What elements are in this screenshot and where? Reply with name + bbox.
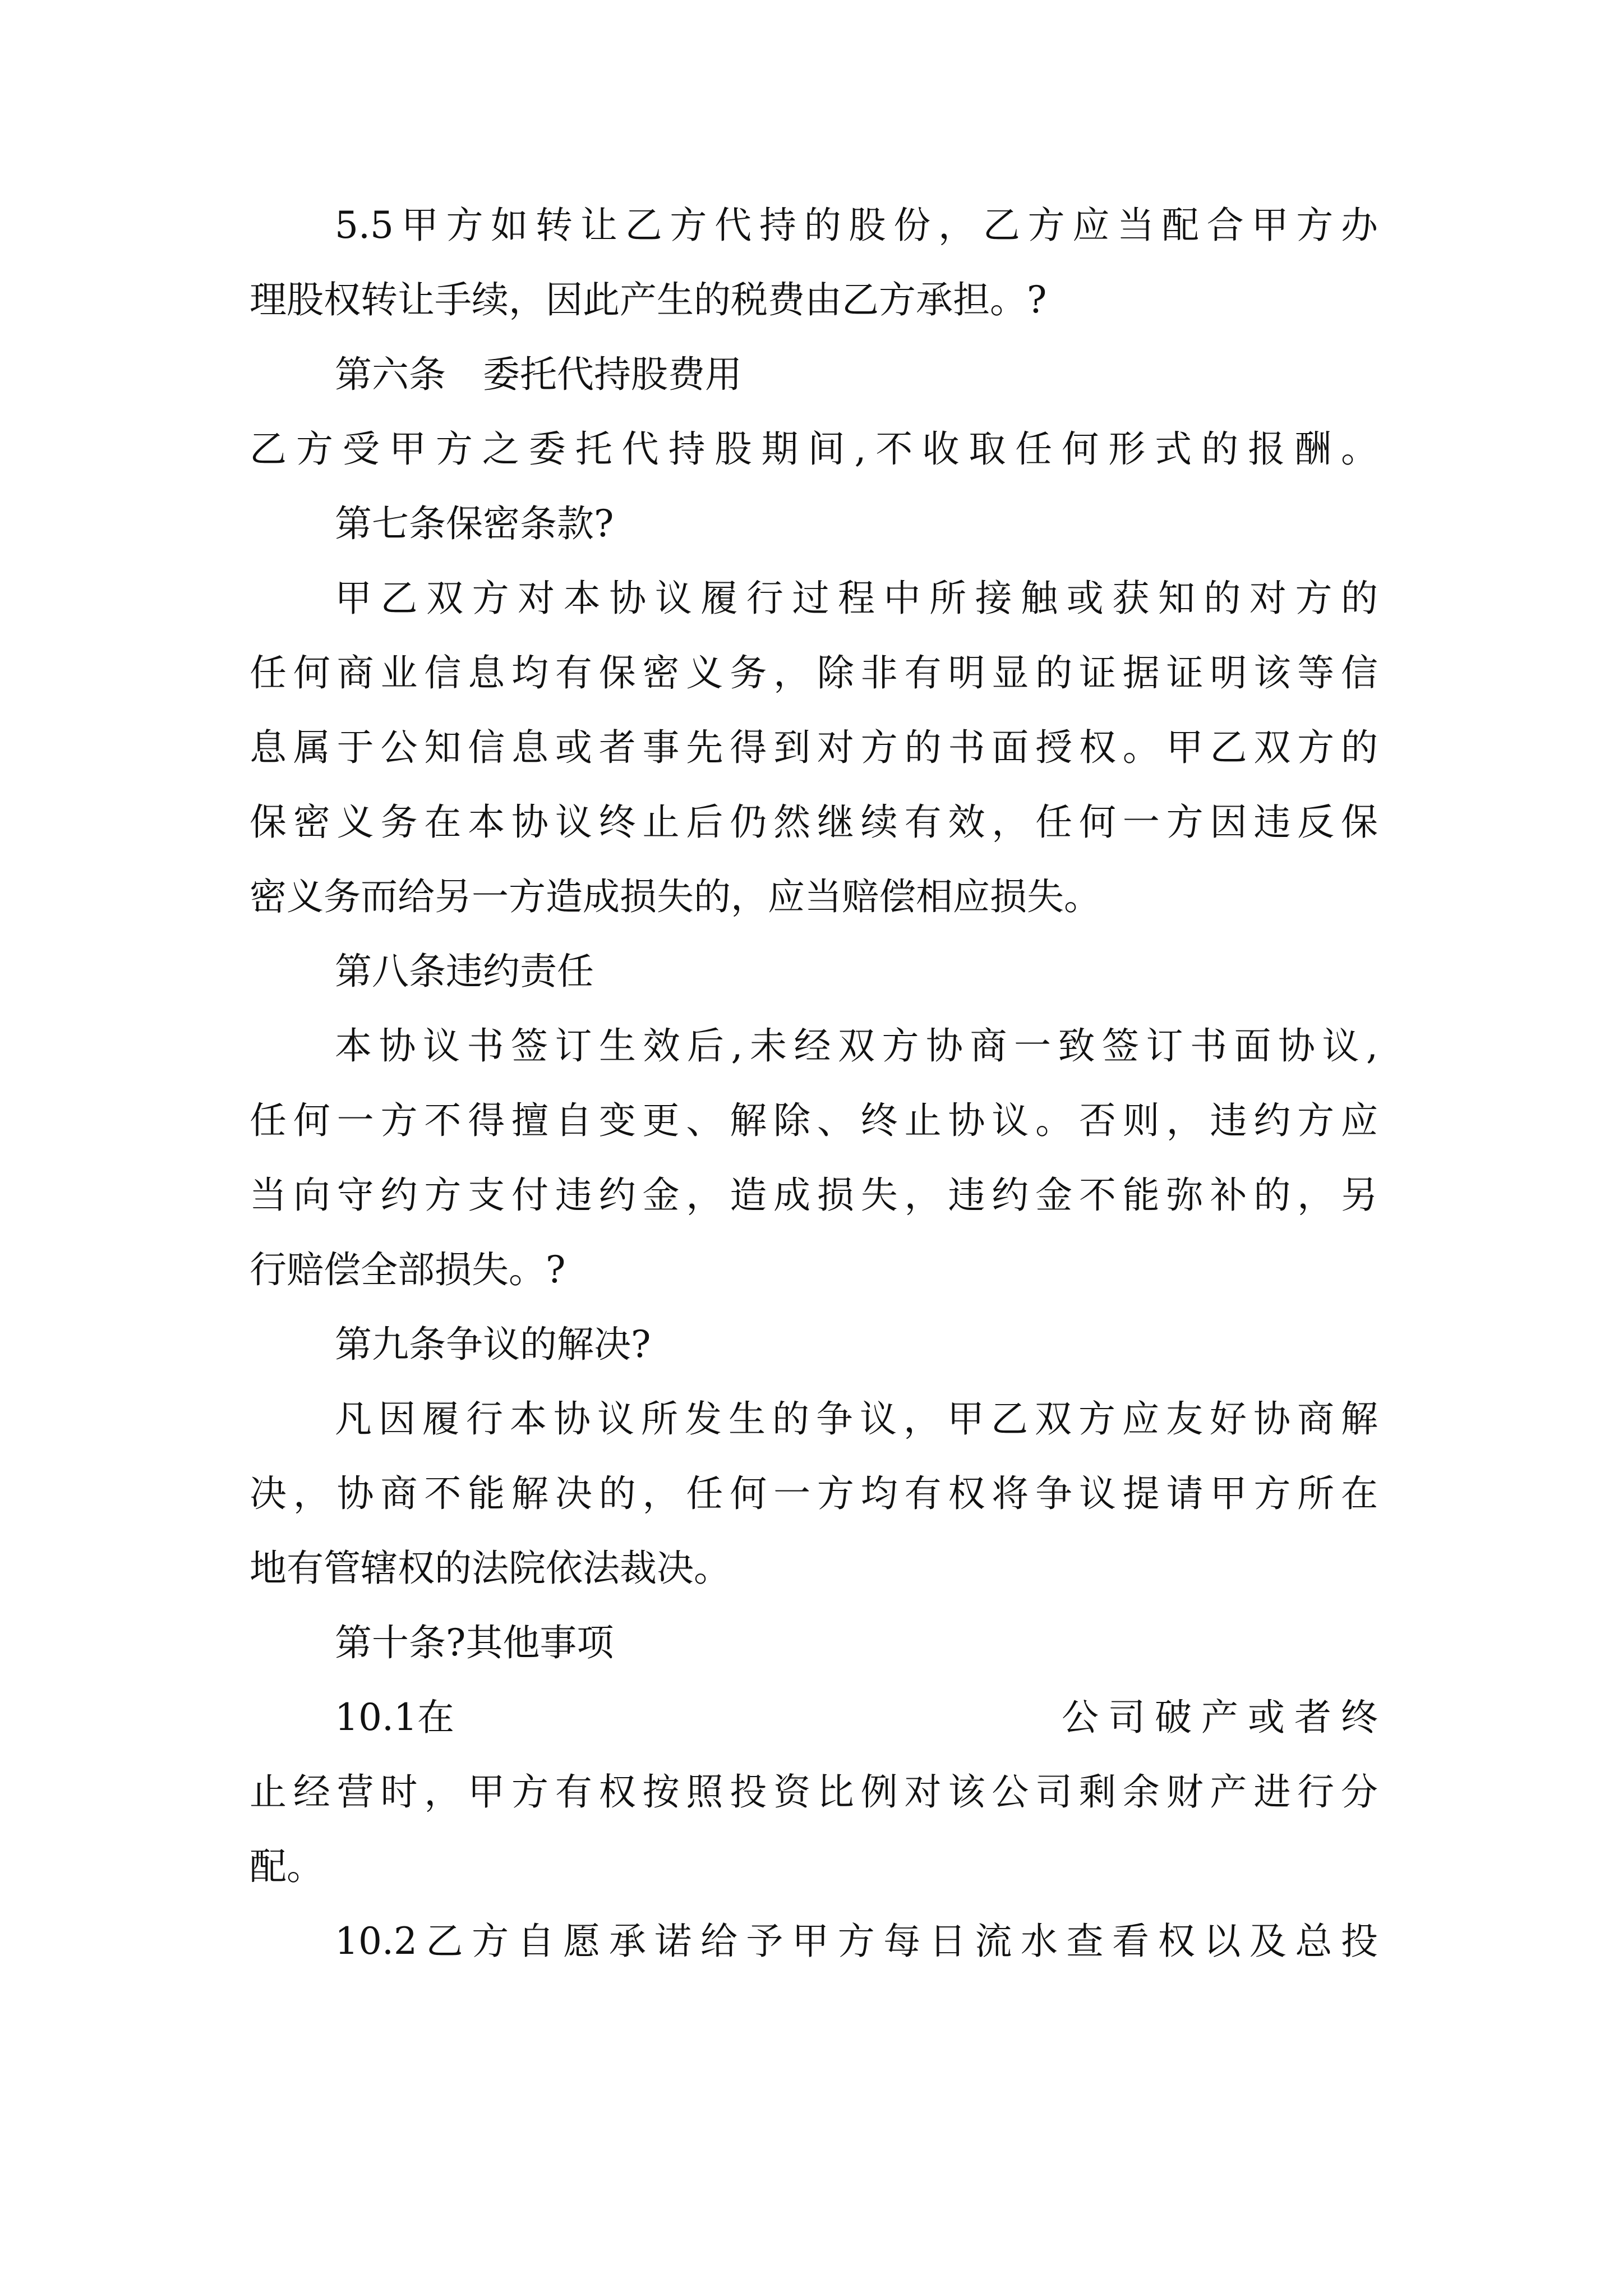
text-line: 当向守约方支付违约金，造成损失，违约金不能弥补的，另: [250, 1174, 1378, 1217]
section-heading: 第八条违约责任: [335, 950, 594, 993]
text-line: 行赔偿全部损失。?: [250, 1248, 566, 1291]
text-line: 止经营时，甲方有权按照投资比例对该公司剩余财产进行分: [250, 1770, 1378, 1814]
text-line-end: 公司破产或者终: [1062, 1696, 1378, 1739]
section-heading: 第九条争议的解决?: [335, 1323, 651, 1366]
section-heading: 第十条?其他事项: [335, 1621, 614, 1664]
text-line: 10.2乙方自愿承诺给予甲方每日流水查看权以及总投: [335, 1920, 1378, 1963]
text-line: 理股权转让手续，因此产生的税费由乙方承担。?: [250, 278, 1047, 321]
text-line-start: 10.1在: [335, 1696, 454, 1739]
text-line: 密义务而给另一方造成损失的，应当赔偿相应损失。: [250, 875, 1101, 918]
text-line: 保密义务在本协议终止后仍然继续有效，任何一方因违反保: [250, 800, 1378, 844]
text-line: 任何一方不得擅自变更、解除、终止协议。否则，违约方应: [250, 1099, 1378, 1142]
text-line: 5.5甲方如转让乙方代持的股份，乙方应当配合甲方办: [335, 204, 1378, 247]
text-line: 任何商业信息均有保密义务，除非有明显的证据证明该等信: [250, 651, 1378, 694]
text-line: 凡因履行本协议所发生的争议，甲乙双方应友好协商解: [335, 1397, 1378, 1441]
text-line: 乙方受甲方之委托代持股期间,不收取任何形式的报酬。: [250, 427, 1378, 471]
section-heading: 第七条保密条款?: [335, 502, 614, 545]
section-heading: 第六条 委托代持股费用: [335, 353, 742, 396]
text-line: 甲乙双方对本协议履行过程中所接触或获知的对方的: [335, 577, 1378, 620]
text-line: 本协议书签订生效后,未经双方协商一致签订书面协议,: [335, 1024, 1378, 1068]
text-line: 配。: [250, 1845, 324, 1888]
text-line: 决，协商不能解决的，任何一方均有权将争议提请甲方所在: [250, 1472, 1378, 1515]
text-line: 息属于公知信息或者事先得到对方的书面授权。甲乙双方的: [250, 726, 1378, 769]
text-line: 地有管辖权的法院依法裁决。: [250, 1547, 731, 1590]
